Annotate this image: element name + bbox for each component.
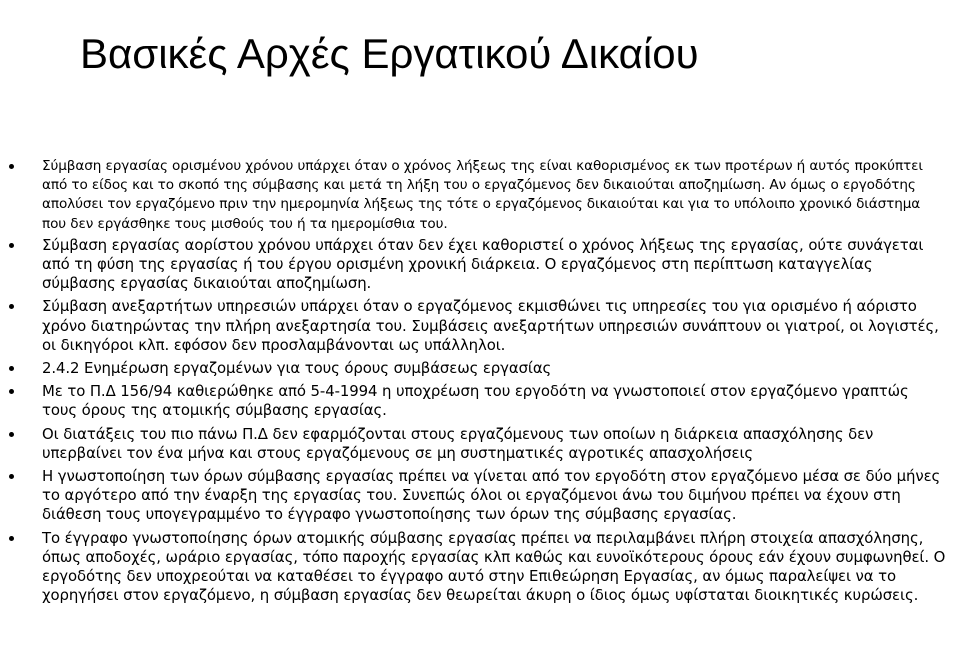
- bullet-dot: [9, 304, 14, 309]
- bullet-text: Σύμβαση εργασίας αορίστου χρόνου υπάρχει όταν δεν έχει καθοριστεί ο χρόνος λήξεως της εργασίας, ούτε συνάγεται από τη φύση της εργασίας ή του έργου ορισμένη χρονική διάρκεια. Ο εργαζόμενος στη περίπτωση καταγγελίας σύμβασης εργασίας δικαιούται αποζημίωση.: [42, 235, 924, 293]
- bullet-dot: [9, 536, 14, 541]
- bullet-text: Με το Π.Δ 156/94 καθιερώθηκε από 5-4-1994 η υποχρέωση του εργοδότη να γνωστοποιεί στον εργαζόμενο γραπτώς τους όρους της ατομικής σύμβασης εργασίας.: [42, 382, 909, 420]
- bullet-dot: [9, 243, 14, 248]
- slide-title: Βασικές Αρχές Εργατικού Δικαίου: [80, 30, 699, 78]
- bullet-dot: [9, 432, 14, 437]
- bullet-item: [0, 425, 960, 463]
- bullet-text: Οι διατάξεις του πιο πάνω Π.Δ δεν εφαρμόζονται στους εργαζόμενους των οποίων η διάρκεια απασχόλησης δεν υπερβαίνει τον ένα μήνα και στους εργαζόμενους σε μη συστηματικές αγροτικές απασχολήσεις: [42, 424, 874, 462]
- bullet-list: [0, 157, 960, 605]
- bullet-text: Η γνωστοποίηση των όρων σύμβασης εργασίας πρέπει να γίνεται από τον εργοδότη στον εργαζόμενο μέσα σε δύο μήνες το αργότερο από την έναρξη της εργασίας του. Συνεπώς όλοι οι εργαζόμενοι άνω του διμήνου πρέπει να έχουν στη διάθεση τους υπογεγραμμένο το έγγραφο γνωστοποίησης των όρων της σύμβασης εργασίας.: [42, 467, 941, 524]
- bullet-item: [0, 297, 960, 355]
- bullet-text: 2.4.2 Ενημέρωση εργαζομένων για τους όρους συμβάσεως εργασίας: [42, 359, 552, 378]
- bullet-dot: [9, 164, 14, 169]
- bullet-text: Σύμβαση εργασίας ορισμένου χρόνου υπάρχει όταν ο χρόνος λήξεως της είναι καθορισμένος εκ των προτέρων ή αυτός προκύπτει από το είδος και το σκοπό της σύμβασης και μετά τη λήξη του ο εργαζόμενος δεν δικαιούται αποζημίωση. Αν όμως ο εργοδότης απολύσει τον εργαζόμενο πριν την ημερομηνία λήξεως της τότε ο εργαζόμενος δικαιούται και για το υπόλοιπο χρονικό διάστημα που δεν εργάσθηκε τους μισθούς του ή τα ημερομίσθια του.: [42, 158, 923, 232]
- bullet-item: [0, 236, 960, 294]
- bullet-text: Σύμβαση ανεξαρτήτων υπηρεσιών υπάρχει όταν ο εργαζόμενος εκμισθώνει τις υπηρεσίες του για ορισμένο ή αόριστο χρόνο διατηρώντας την πλήρη ανεξαρτησία του. Συμβάσεις ανεξαρτήτων υπηρεσιών συνάπτουν οι γιατροί, οι λογιστές, οι δικηγόροι κλπ. εφόσον δεν προσλαμβάνονται ως υπάλληλοι.: [42, 297, 939, 354]
- bullet-dot: [9, 366, 14, 371]
- bullet-item: [0, 359, 960, 378]
- bullet-dot: [9, 474, 14, 479]
- bullet-item: [0, 529, 960, 606]
- bullet-item: [0, 382, 960, 420]
- bullet-dot: [9, 389, 14, 394]
- bullet-item: [0, 157, 960, 234]
- bullet-item: [0, 467, 960, 525]
- bullet-text: Το έγγραφο γνωστοποίησης όρων ατομικής σύμβασης εργασίας πρέπει να περιλαμβάνει πλήρη στοιχεία απασχόλησης, όπως αποδοχές, ωράριο εργασίας, τόπο παροχής εργασίας κλπ καθώς και ευνοϊκότερους όρους εάν έχουν συμφωνηθεί. Ο εργοδότης δεν υποχρεούται να καταθέσει το έγγραφο αυτό στην Επιθεώρηση Εργασίας, αν όμως παραλείψει να το χορηγήσει στον εργαζόμενο, η σύμβαση εργασίας δεν θεωρείται άκυρη ο ίδιος όμως υφίσταται διοικητικές κυρώσεις.: [42, 528, 946, 605]
